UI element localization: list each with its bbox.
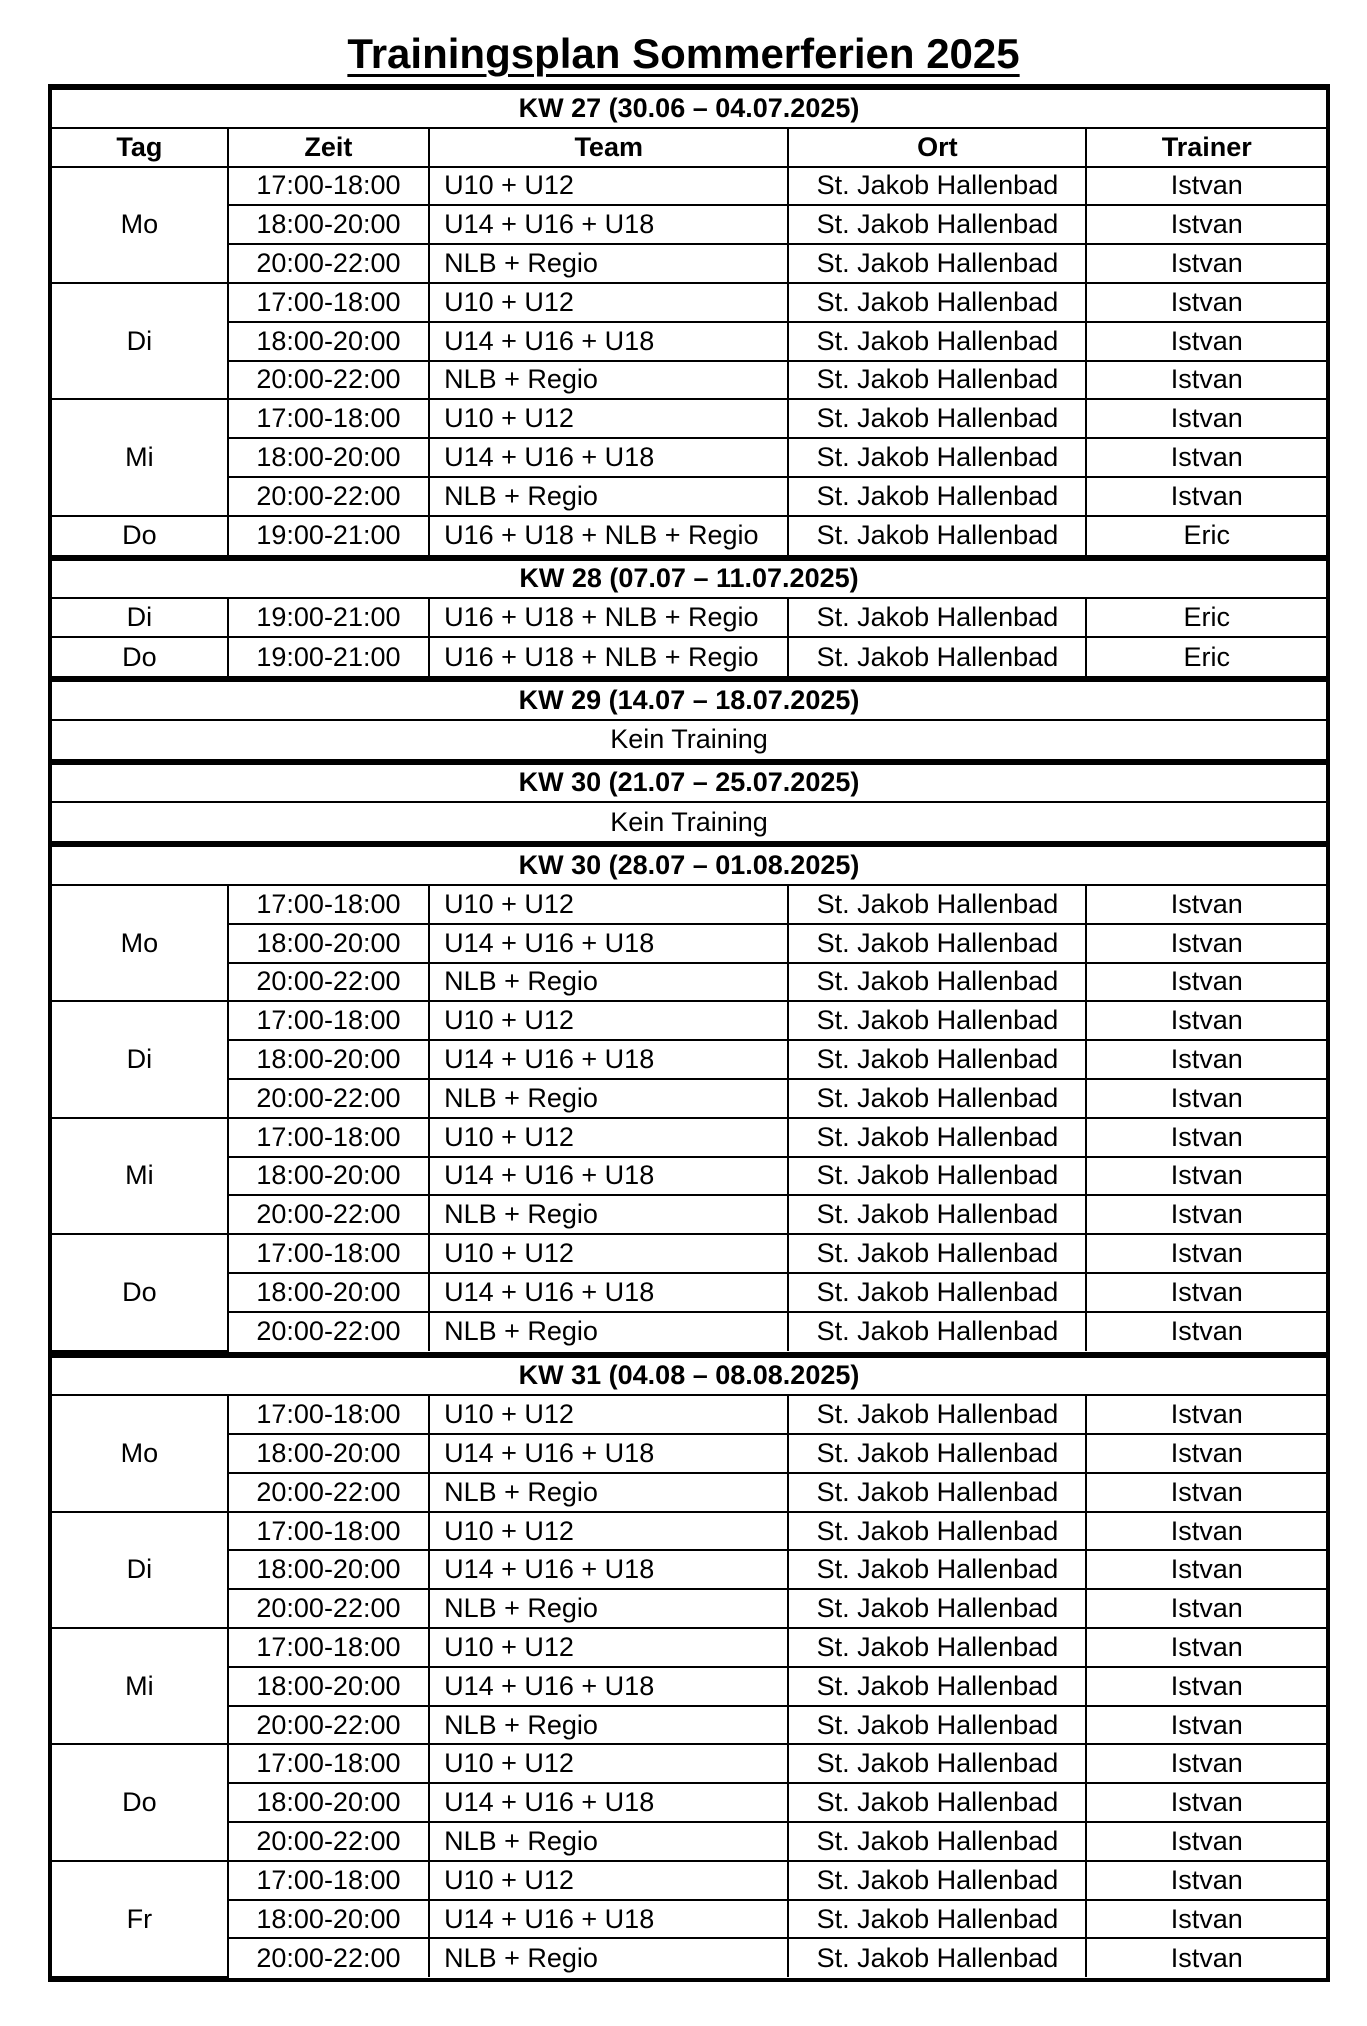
place-cell: St. Jakob Hallenbad [788, 1118, 1086, 1157]
time-cell: 17:00-18:00 [228, 1628, 429, 1667]
place-cell: St. Jakob Hallenbad [788, 1473, 1086, 1512]
team-cell: U14 + U16 + U18 [429, 1157, 788, 1196]
trainer-cell: Istvan [1086, 924, 1326, 963]
team-cell: U16 + U18 + NLB + Regio [429, 598, 788, 637]
table-row [52, 361, 1326, 400]
place-cell: St. Jakob Hallenbad [788, 477, 1086, 516]
trainer-cell: Istvan [1086, 1706, 1326, 1745]
team-cell: U10 + U12 [429, 1118, 788, 1157]
place-cell: St. Jakob Hallenbad [788, 1589, 1086, 1628]
time-cell: 17:00-18:00 [228, 1512, 429, 1551]
team-cell: U16 + U18 + NLB + Regio [429, 637, 788, 676]
trainer-cell: Istvan [1086, 1040, 1326, 1079]
place-cell: St. Jakob Hallenbad [788, 361, 1086, 400]
place-cell: St. Jakob Hallenbad [788, 322, 1086, 361]
team-cell: U10 + U12 [429, 283, 788, 322]
team-cell: U14 + U16 + U18 [429, 1667, 788, 1706]
table-row [52, 1938, 1326, 1977]
table-row [52, 1628, 1326, 1667]
week-header-row [52, 89, 1326, 128]
team-cell: U10 + U12 [429, 167, 788, 206]
time-cell: 19:00-21:00 [228, 516, 429, 555]
table-row [52, 1273, 1326, 1312]
week-label: KW 27 (30.06 – 04.07.2025) [52, 89, 1326, 128]
table-row [52, 1667, 1326, 1706]
place-cell: St. Jakob Hallenbad [788, 283, 1086, 322]
table-row [52, 1706, 1326, 1745]
time-cell: 18:00-20:00 [228, 1040, 429, 1079]
table-row [52, 885, 1326, 924]
trainer-cell: Istvan [1086, 1395, 1326, 1434]
team-cell: NLB + Regio [429, 361, 788, 400]
table-row [52, 322, 1326, 361]
trainer-cell: Istvan [1086, 1938, 1326, 1977]
team-cell: U10 + U12 [429, 1861, 788, 1900]
team-cell: U14 + U16 + U18 [429, 205, 788, 244]
trainer-cell: Istvan [1086, 1118, 1326, 1157]
table-row [52, 598, 1326, 637]
team-cell: U14 + U16 + U18 [429, 1273, 788, 1312]
place-cell: St. Jakob Hallenbad [788, 1822, 1086, 1861]
place-cell: St. Jakob Hallenbad [788, 167, 1086, 206]
table-row [52, 1512, 1326, 1551]
place-cell: St. Jakob Hallenbad [788, 924, 1086, 963]
place-cell: St. Jakob Hallenbad [788, 1001, 1086, 1040]
place-cell: St. Jakob Hallenbad [788, 1706, 1086, 1745]
time-cell: 20:00-22:00 [228, 1473, 429, 1512]
time-cell: 17:00-18:00 [228, 167, 429, 206]
trainer-cell: Istvan [1086, 1312, 1326, 1351]
table-row [52, 1550, 1326, 1589]
column-header: Ort [788, 128, 1086, 167]
team-cell: U10 + U12 [429, 1744, 788, 1783]
time-cell: 17:00-18:00 [228, 1001, 429, 1040]
time-cell: 20:00-22:00 [228, 963, 429, 1002]
day-cell: Mo [52, 885, 228, 1001]
day-cell: Mo [52, 167, 228, 283]
time-cell: 18:00-20:00 [228, 1434, 429, 1473]
trainer-cell: Eric [1086, 637, 1326, 676]
team-cell: U14 + U16 + U18 [429, 438, 788, 477]
table-row [52, 1079, 1326, 1118]
trainer-cell: Istvan [1086, 1234, 1326, 1273]
table-row [52, 1822, 1326, 1861]
trainer-cell: Istvan [1086, 1473, 1326, 1512]
week-header-row [52, 846, 1326, 885]
trainer-cell: Istvan [1086, 1861, 1326, 1900]
place-cell: St. Jakob Hallenbad [788, 1861, 1086, 1900]
table-row [52, 1395, 1326, 1434]
time-cell: 18:00-20:00 [228, 1157, 429, 1196]
column-header-row [52, 128, 1326, 167]
table-row [52, 1157, 1326, 1196]
trainer-cell: Istvan [1086, 1550, 1326, 1589]
week-block [52, 88, 1326, 555]
table-row [52, 924, 1326, 963]
place-cell: St. Jakob Hallenbad [788, 1040, 1086, 1079]
team-cell: U10 + U12 [429, 399, 788, 438]
trainer-cell: Istvan [1086, 361, 1326, 400]
week-label: KW 30 (28.07 – 01.08.2025) [52, 846, 1326, 885]
table-row [52, 1434, 1326, 1473]
table-row [52, 1312, 1326, 1351]
team-cell: NLB + Regio [429, 1822, 788, 1861]
column-header: Zeit [228, 128, 429, 167]
place-cell: St. Jakob Hallenbad [788, 1900, 1086, 1939]
team-cell: U10 + U12 [429, 1395, 788, 1434]
time-cell: 18:00-20:00 [228, 1667, 429, 1706]
place-cell: St. Jakob Hallenbad [788, 1234, 1086, 1273]
time-cell: 17:00-18:00 [228, 1861, 429, 1900]
week-header-row [52, 1357, 1326, 1396]
time-cell: 18:00-20:00 [228, 924, 429, 963]
team-cell: U10 + U12 [429, 1512, 788, 1551]
team-cell: NLB + Regio [429, 1079, 788, 1118]
team-cell: U14 + U16 + U18 [429, 322, 788, 361]
trainer-cell: Eric [1086, 598, 1326, 637]
note-row [52, 802, 1326, 841]
trainer-cell: Istvan [1086, 1628, 1326, 1667]
day-cell: Di [52, 598, 228, 637]
place-cell: St. Jakob Hallenbad [788, 598, 1086, 637]
team-cell: NLB + Regio [429, 1589, 788, 1628]
team-cell: NLB + Regio [429, 1312, 788, 1351]
week-label: KW 28 (07.07 – 11.07.2025) [52, 560, 1326, 599]
week-block [52, 759, 1326, 842]
place-cell: St. Jakob Hallenbad [788, 1312, 1086, 1351]
table-row [52, 516, 1326, 555]
day-cell: Mi [52, 1628, 228, 1744]
place-cell: St. Jakob Hallenbad [788, 1938, 1086, 1977]
week-label: KW 31 (04.08 – 08.08.2025) [52, 1357, 1326, 1396]
team-cell: NLB + Regio [429, 963, 788, 1002]
trainer-cell: Istvan [1086, 283, 1326, 322]
table-row [52, 1900, 1326, 1939]
table-row [52, 1744, 1326, 1783]
trainer-cell: Istvan [1086, 1001, 1326, 1040]
table-row [52, 477, 1326, 516]
week-table [52, 88, 1326, 555]
week-block [52, 841, 1326, 1351]
time-cell: 18:00-20:00 [228, 1273, 429, 1312]
team-cell: U10 + U12 [429, 1628, 788, 1667]
time-cell: 18:00-20:00 [228, 322, 429, 361]
time-cell: 20:00-22:00 [228, 1079, 429, 1118]
team-cell: U14 + U16 + U18 [429, 924, 788, 963]
team-cell: U14 + U16 + U18 [429, 1783, 788, 1822]
day-cell: Mi [52, 399, 228, 515]
week-table [52, 680, 1326, 759]
time-cell: 17:00-18:00 [228, 283, 429, 322]
time-cell: 20:00-22:00 [228, 1589, 429, 1628]
day-cell: Do [52, 637, 228, 676]
team-cell: U14 + U16 + U18 [429, 1550, 788, 1589]
day-cell: Di [52, 1001, 228, 1117]
trainer-cell: Istvan [1086, 1783, 1326, 1822]
place-cell: St. Jakob Hallenbad [788, 1744, 1086, 1783]
trainer-cell: Istvan [1086, 885, 1326, 924]
time-cell: 19:00-21:00 [228, 598, 429, 637]
trainer-cell: Eric [1086, 516, 1326, 555]
table-row [52, 1040, 1326, 1079]
table-row [52, 637, 1326, 676]
time-cell: 20:00-22:00 [228, 244, 429, 283]
place-cell: St. Jakob Hallenbad [788, 516, 1086, 555]
table-row [52, 283, 1326, 322]
time-cell: 17:00-18:00 [228, 885, 429, 924]
place-cell: St. Jakob Hallenbad [788, 1628, 1086, 1667]
training-plan-table [48, 84, 1330, 1982]
trainer-cell: Istvan [1086, 477, 1326, 516]
week-block [52, 555, 1326, 676]
time-cell: 20:00-22:00 [228, 1822, 429, 1861]
trainer-cell: Istvan [1086, 244, 1326, 283]
day-cell: Fr [52, 1861, 228, 1977]
table-row [52, 1783, 1326, 1822]
week-header-row [52, 764, 1326, 803]
team-cell: NLB + Regio [429, 1195, 788, 1234]
table-row [52, 1118, 1326, 1157]
place-cell: St. Jakob Hallenbad [788, 1550, 1086, 1589]
table-row [52, 963, 1326, 1002]
week-table [52, 1356, 1326, 1979]
trainer-cell: Istvan [1086, 438, 1326, 477]
trainer-cell: Istvan [1086, 1195, 1326, 1234]
place-cell: St. Jakob Hallenbad [788, 885, 1086, 924]
time-cell: 20:00-22:00 [228, 477, 429, 516]
team-cell: U14 + U16 + U18 [429, 1434, 788, 1473]
place-cell: St. Jakob Hallenbad [788, 1195, 1086, 1234]
place-cell: St. Jakob Hallenbad [788, 1667, 1086, 1706]
trainer-cell: Istvan [1086, 1744, 1326, 1783]
place-cell: St. Jakob Hallenbad [788, 1395, 1086, 1434]
trainer-cell: Istvan [1086, 1273, 1326, 1312]
team-cell: NLB + Regio [429, 1706, 788, 1745]
table-row [52, 167, 1326, 206]
column-header: Team [429, 128, 788, 167]
day-cell: Do [52, 516, 228, 555]
day-cell: Do [52, 1744, 228, 1860]
trainer-cell: Istvan [1086, 1512, 1326, 1551]
time-cell: 17:00-18:00 [228, 1744, 429, 1783]
day-cell: Mi [52, 1118, 228, 1234]
time-cell: 17:00-18:00 [228, 1118, 429, 1157]
table-row [52, 1195, 1326, 1234]
day-cell: Do [52, 1234, 228, 1350]
week-block [52, 676, 1326, 759]
table-row [52, 1861, 1326, 1900]
trainer-cell: Istvan [1086, 1079, 1326, 1118]
week-label: KW 30 (21.07 – 25.07.2025) [52, 764, 1326, 803]
table-row [52, 438, 1326, 477]
place-cell: St. Jakob Hallenbad [788, 1157, 1086, 1196]
table-row [52, 1589, 1326, 1628]
trainer-cell: Istvan [1086, 1667, 1326, 1706]
week-header-row [52, 681, 1326, 720]
time-cell: 17:00-18:00 [228, 1395, 429, 1434]
team-cell: NLB + Regio [429, 477, 788, 516]
trainer-cell: Istvan [1086, 1589, 1326, 1628]
page-title: Trainingsplan Sommerferien 2025 [347, 30, 1020, 77]
day-cell: Di [52, 283, 228, 399]
column-header: Trainer [1086, 128, 1326, 167]
day-cell: Di [52, 1512, 228, 1628]
table-row [52, 1473, 1326, 1512]
team-cell: NLB + Regio [429, 244, 788, 283]
trainer-cell: Istvan [1086, 963, 1326, 1002]
week-label: KW 29 (14.07 – 18.07.2025) [52, 681, 1326, 720]
trainer-cell: Istvan [1086, 399, 1326, 438]
trainer-cell: Istvan [1086, 205, 1326, 244]
place-cell: St. Jakob Hallenbad [788, 438, 1086, 477]
team-cell: NLB + Regio [429, 1473, 788, 1512]
time-cell: 18:00-20:00 [228, 438, 429, 477]
place-cell: St. Jakob Hallenbad [788, 1512, 1086, 1551]
week-table [52, 559, 1326, 676]
trainer-cell: Istvan [1086, 1434, 1326, 1473]
team-cell: U14 + U16 + U18 [429, 1900, 788, 1939]
place-cell: St. Jakob Hallenbad [788, 637, 1086, 676]
week-block [52, 1352, 1326, 1979]
time-cell: 17:00-18:00 [228, 1234, 429, 1273]
week-header-row [52, 560, 1326, 599]
time-cell: 18:00-20:00 [228, 205, 429, 244]
place-cell: St. Jakob Hallenbad [788, 963, 1086, 1002]
team-cell: U10 + U12 [429, 1234, 788, 1273]
trainer-cell: Istvan [1086, 167, 1326, 206]
table-row [52, 244, 1326, 283]
team-cell: U10 + U12 [429, 1001, 788, 1040]
team-cell: NLB + Regio [429, 1938, 788, 1977]
trainer-cell: Istvan [1086, 1900, 1326, 1939]
time-cell: 17:00-18:00 [228, 399, 429, 438]
time-cell: 19:00-21:00 [228, 637, 429, 676]
day-cell: Mo [52, 1395, 228, 1511]
team-cell: U16 + U18 + NLB + Regio [429, 516, 788, 555]
time-cell: 20:00-22:00 [228, 1938, 429, 1977]
time-cell: 18:00-20:00 [228, 1550, 429, 1589]
team-cell: U14 + U16 + U18 [429, 1040, 788, 1079]
place-cell: St. Jakob Hallenbad [788, 399, 1086, 438]
week-note: Kein Training [52, 720, 1326, 759]
week-note: Kein Training [52, 802, 1326, 841]
place-cell: St. Jakob Hallenbad [788, 1273, 1086, 1312]
trainer-cell: Istvan [1086, 322, 1326, 361]
time-cell: 18:00-20:00 [228, 1900, 429, 1939]
week-table [52, 763, 1326, 842]
place-cell: St. Jakob Hallenbad [788, 244, 1086, 283]
time-cell: 20:00-22:00 [228, 1312, 429, 1351]
table-row [52, 205, 1326, 244]
place-cell: St. Jakob Hallenbad [788, 1783, 1086, 1822]
trainer-cell: Istvan [1086, 1157, 1326, 1196]
table-row [52, 1001, 1326, 1040]
time-cell: 20:00-22:00 [228, 1195, 429, 1234]
week-table [52, 845, 1326, 1351]
table-row [52, 1234, 1326, 1273]
place-cell: St. Jakob Hallenbad [788, 205, 1086, 244]
time-cell: 20:00-22:00 [228, 361, 429, 400]
team-cell: U10 + U12 [429, 885, 788, 924]
time-cell: 20:00-22:00 [228, 1706, 429, 1745]
time-cell: 18:00-20:00 [228, 1783, 429, 1822]
place-cell: St. Jakob Hallenbad [788, 1434, 1086, 1473]
place-cell: St. Jakob Hallenbad [788, 1079, 1086, 1118]
note-row [52, 720, 1326, 759]
trainer-cell: Istvan [1086, 1822, 1326, 1861]
table-row [52, 399, 1326, 438]
column-header: Tag [52, 128, 228, 167]
